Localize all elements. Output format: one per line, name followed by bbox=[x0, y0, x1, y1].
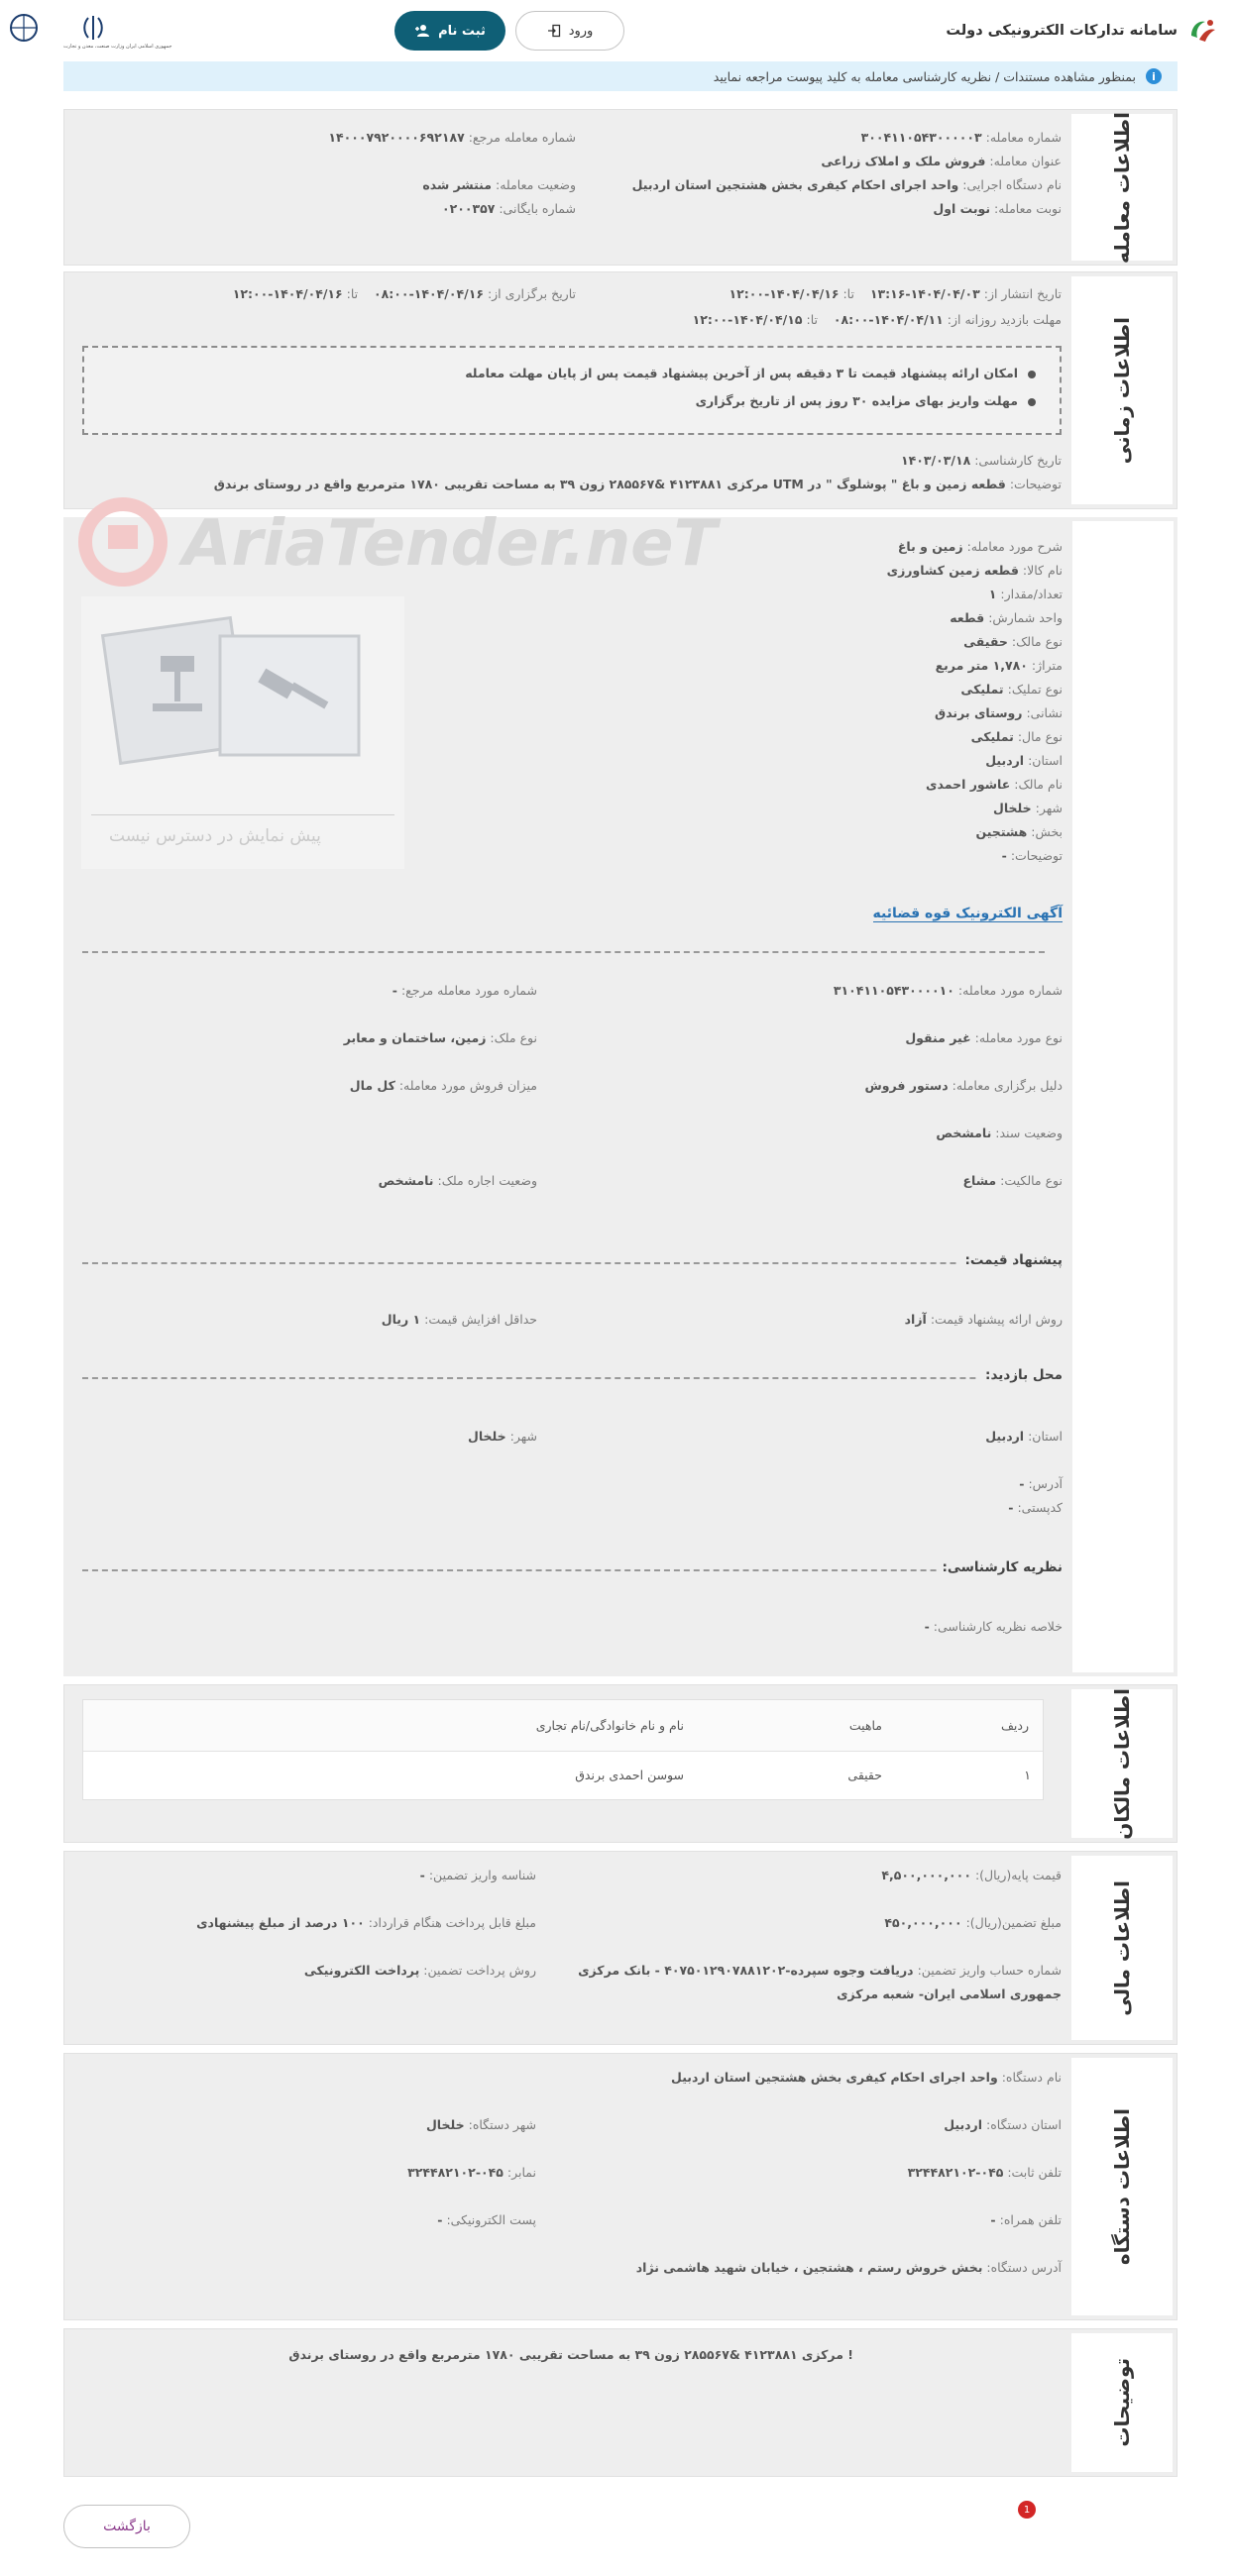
lease-label: وضعیت اجاره ملک: bbox=[437, 1173, 537, 1188]
watermark bbox=[54, 497, 718, 606]
item-field bbox=[898, 539, 1063, 554]
item-field-label: نوع مال: bbox=[1017, 729, 1063, 744]
item-field bbox=[963, 634, 1063, 649]
bullet-icon bbox=[1028, 371, 1036, 378]
min-inc: ۱ ریال bbox=[381, 1312, 421, 1327]
fax: ۰۴۵-۳۲۴۴۸۲۱۰۲ bbox=[407, 2165, 504, 2180]
agency-name: واحد اجرای احکام کیفری بخش هشتجین استان اردبیل bbox=[671, 2070, 998, 2085]
item-ref-label: شماره مورد معامله مرجع: bbox=[400, 983, 537, 998]
register-button[interactable] bbox=[394, 11, 505, 51]
item-field-value: تملیکی bbox=[970, 729, 1014, 744]
reason: دستور فروش bbox=[864, 1078, 949, 1093]
item-type: غیر منقول bbox=[905, 1030, 971, 1045]
cell: سوسن احمدی برندق bbox=[575, 1768, 684, 1782]
gov-logos bbox=[4, 10, 172, 55]
notification-badge[interactable]: 1 bbox=[1018, 2501, 1036, 2519]
ownership: مشاع bbox=[962, 1173, 997, 1188]
description-text: ! مرکزی ۴۱۲۳۸۸۱ &۲۸۵۵۶۷ زون ۳۹ به مساحت تقریبی ۱۷۸۰ مترمربع واقع در روستای برندق bbox=[288, 2347, 853, 2362]
to-label: تا: bbox=[346, 286, 359, 301]
guarantee: ۴۵۰,۰۰۰,۰۰۰ bbox=[884, 1915, 962, 1930]
login-icon bbox=[547, 24, 561, 38]
divider bbox=[82, 951, 1045, 953]
description-section bbox=[63, 2328, 1177, 2477]
note-item: مهلت واریز بهای مزایده ۳۰ روز پس از تاریخ برگزاری bbox=[695, 393, 1018, 408]
hold-from: ۱۴۰۴/۰۴/۱۶-۰۸:۰۰ bbox=[374, 286, 484, 301]
item-field-value: روستای برندق bbox=[935, 705, 1023, 720]
preview-divider bbox=[91, 814, 394, 815]
bullet-icon bbox=[1028, 398, 1036, 406]
deposit-id: - bbox=[419, 1868, 425, 1882]
finance-section bbox=[63, 1851, 1177, 2045]
agency-province: اردبیل bbox=[944, 2117, 983, 2132]
no-preview-text: پیش نمایش در دسترس نیست bbox=[109, 826, 321, 846]
item-field-label: واحد شمارش: bbox=[988, 610, 1063, 625]
subject: فروش ملک و املاک زراعی bbox=[821, 154, 986, 168]
item-type-label: نوع مورد معامله: bbox=[974, 1030, 1063, 1045]
agency-section bbox=[63, 2053, 1177, 2320]
deal-number-label: شماره معامله: bbox=[985, 130, 1062, 145]
visit-title: محل بازدید: bbox=[979, 1367, 1063, 1383]
info-alert bbox=[63, 61, 1177, 91]
gavel-image-icon bbox=[81, 596, 404, 814]
preview-placeholder bbox=[81, 596, 404, 869]
doc-status-label: وضعیت سند: bbox=[995, 1126, 1063, 1140]
item-field-label: نشانی: bbox=[1026, 705, 1063, 720]
user-plus-icon bbox=[414, 24, 430, 38]
phone-label: تلفن ثابت: bbox=[1007, 2165, 1062, 2180]
item-field bbox=[975, 824, 1063, 839]
bid-title: پیشنهاد قیمت: bbox=[958, 1252, 1063, 1268]
deposit-id-label: شناسه واریز تضمین: bbox=[428, 1868, 536, 1882]
item-no-label: شماره مورد معامله: bbox=[957, 983, 1063, 998]
item-field-value: عاشور احمدی bbox=[926, 777, 1011, 792]
note-item: امکان ارائه پیشنهاد قیمت تا ۳ دقیقه پس از آخرین پیشنهاد قیمت پس از پایان مهلت معامله bbox=[465, 366, 1018, 380]
gov-logo-caption: جمهوری اسلامی ایران وزارت صنعت، معدن و تجارت bbox=[63, 44, 172, 50]
item-field-value: - bbox=[1001, 848, 1007, 863]
reason-label: دلیل برگزاری معامله: bbox=[952, 1078, 1063, 1093]
address: - bbox=[1019, 1476, 1025, 1491]
email-label: پست الکترونیکی: bbox=[446, 2212, 536, 2227]
item-no: ۳۱۰۴۱۱۰۵۴۳۰۰۰۰۱۰ bbox=[833, 983, 954, 998]
expert-summary-label: خلاصه نظریه کارشناسی: bbox=[933, 1619, 1063, 1634]
item-field bbox=[993, 801, 1063, 815]
bid-method: آزاد bbox=[904, 1312, 927, 1327]
app-title: سامانه تدارکات الکترونیکی دولت bbox=[946, 23, 1177, 39]
archive: ۰۲۰۰۳۵۷ bbox=[441, 201, 496, 216]
section-title: اطلاعات معامله bbox=[1067, 110, 1177, 265]
guarantee-label: مبلغ تضمین(ریال): bbox=[965, 1915, 1062, 1930]
ref-number: ۱۴۰۰۰۷۹۲۰۰۰۰۶۹۲۱۸۷ bbox=[328, 130, 465, 145]
postal-label: کدپستی: bbox=[1017, 1500, 1063, 1515]
expert-date: ۱۴۰۳/۰۳/۱۸ bbox=[901, 453, 971, 468]
item-field-label: نام کالا: bbox=[1022, 563, 1063, 578]
visit-label: مهلت بازدید روزانه از: bbox=[947, 312, 1062, 327]
hold-to: ۱۴۰۴/۰۴/۱۶-۱۲:۰۰ bbox=[232, 286, 343, 301]
item-field bbox=[989, 587, 1063, 601]
deal-info-section bbox=[63, 109, 1177, 266]
divider bbox=[82, 1262, 1045, 1264]
desc: قطعه زمین و باغ " پوشلوگ " در UTM مرکزی ۴۱۲۳۸۸۱ &۲۸۵۵۶۷ زون ۳۹ به مساحت تقریبی ۱۷۸۰ مترمربع واقع در روستای برندق bbox=[213, 477, 1006, 491]
col-header: نام و نام خانوادگی/نام تجاری bbox=[535, 1718, 684, 1733]
agency-city-label: شهر دستگاه: bbox=[468, 2117, 536, 2132]
prop-type: زمین، ساختمان و معابر bbox=[343, 1030, 487, 1045]
watermark-text: AriaTender.neT bbox=[182, 507, 718, 581]
account-line2: جمهوری اسلامی ایران- شعبه مرکزی bbox=[837, 1986, 1062, 2001]
account-label: شماره حساب واریز تضمین: bbox=[917, 1963, 1062, 1978]
pay-method: پرداخت الکترونیکی bbox=[303, 1963, 420, 1978]
col-header: ماهیت bbox=[848, 1718, 882, 1733]
payable: ۱۰۰ درصد از مبلغ پیشنهادی bbox=[196, 1915, 365, 1930]
mobile: - bbox=[990, 2212, 996, 2227]
to-label: تا: bbox=[806, 312, 818, 327]
v-city: خلخال bbox=[468, 1429, 506, 1444]
turn: نوبت اول bbox=[933, 201, 991, 216]
table-header bbox=[83, 1700, 1043, 1752]
info-icon: i bbox=[1146, 68, 1162, 84]
agency-city: خلخال bbox=[425, 2117, 465, 2132]
item-field bbox=[936, 658, 1063, 673]
agency-address: بخش خروش رستم ، هشتجین ، خیابان شهید هاشمی نژاد bbox=[635, 2260, 983, 2275]
agency-name-label: نام دستگاه: bbox=[1001, 2070, 1062, 2085]
owners-section bbox=[63, 1684, 1177, 1843]
item-field-value: قطعه bbox=[950, 610, 985, 625]
item-field-label: استان: bbox=[1028, 753, 1063, 768]
item-field-value: خلخال bbox=[993, 801, 1032, 815]
divider bbox=[82, 1377, 1045, 1379]
min-inc-label: حداقل افزایش قیمت: bbox=[424, 1312, 537, 1327]
ownership-label: نوع مالکیت: bbox=[1000, 1173, 1063, 1188]
publish-to: ۱۴۰۴/۰۴/۱۶-۱۲:۰۰ bbox=[729, 286, 840, 301]
item-field-label: نام مالک: bbox=[1014, 777, 1063, 792]
item-ref: - bbox=[392, 983, 397, 998]
v-province: اردبیل bbox=[985, 1429, 1025, 1444]
back-button[interactable]: بازگشت bbox=[63, 2505, 190, 2548]
time-info-section bbox=[63, 271, 1177, 509]
doc-status: نامشخص bbox=[936, 1126, 992, 1140]
item-field-label: تعداد/مقدار: bbox=[1000, 587, 1063, 601]
address-label: آدرس: bbox=[1028, 1476, 1063, 1491]
v-city-label: شهر: bbox=[509, 1429, 537, 1444]
item-field-value: زمین و باغ bbox=[897, 539, 963, 554]
base-price-label: قیمت پایه(ریال): bbox=[974, 1868, 1062, 1882]
email: - bbox=[437, 2212, 443, 2227]
item-field-value: ۱,۷۸۰ متر مربع bbox=[935, 658, 1028, 673]
desc-label: توضیحات: bbox=[1009, 477, 1062, 491]
bid-method-label: روش ارائه پیشنهاد قیمت: bbox=[930, 1312, 1063, 1327]
hold-label: تاریخ برگزاری از: bbox=[487, 286, 576, 301]
subject-label: عنوان معامله: bbox=[989, 154, 1062, 168]
cell: حقیقی bbox=[847, 1768, 882, 1782]
item-field-label: شهر: bbox=[1035, 801, 1063, 815]
item-field-label: نوع مالک: bbox=[1011, 634, 1063, 649]
deal-number: ۳۰۰۴۱۱۰۵۴۳۰۰۰۰۰۳ bbox=[860, 130, 982, 145]
item-field-value: اردبیل bbox=[985, 753, 1025, 768]
turn-label: نوبت معامله: bbox=[994, 201, 1062, 216]
executor: واحد اجرای احکام کیفری بخش هشتجین استان اردبیل bbox=[631, 177, 959, 192]
item-field bbox=[887, 563, 1063, 578]
item-field bbox=[971, 729, 1063, 744]
section-title: اطلاعات مالکان bbox=[1067, 1685, 1177, 1842]
account-line1: دریافت وجوه سپرده-۴۰۷۵۰۱۲۹۰۷۸۸۱۲۰۲ - بانک مرکزی bbox=[578, 1963, 914, 1978]
v-province-label: استان: bbox=[1028, 1429, 1063, 1444]
item-field bbox=[935, 705, 1063, 720]
court-notice-link[interactable]: آگهی الکترونیک قوه قضائیه bbox=[872, 906, 1063, 921]
fax-label: نمابر: bbox=[506, 2165, 536, 2180]
item-field-label: نوع تملیک: bbox=[1007, 682, 1063, 697]
item-field-value: قطعه زمین کشاورزی bbox=[886, 563, 1019, 578]
visit-to: ۱۴۰۴/۰۴/۱۵-۱۲:۰۰ bbox=[692, 312, 803, 327]
sale-amount: کل مال bbox=[349, 1078, 395, 1093]
visit-from: ۱۴۰۴/۰۴/۱۱-۰۸:۰۰ bbox=[833, 312, 944, 327]
executor-label: نام دستگاه اجرایی: bbox=[962, 177, 1062, 192]
item-field bbox=[960, 682, 1063, 697]
agency-province-label: استان دستگاه: bbox=[986, 2117, 1062, 2132]
item-field-value: ۱ bbox=[988, 587, 997, 601]
expert-date-label: تاریخ کارشناسی: bbox=[974, 453, 1062, 468]
item-field-label: متراژ: bbox=[1031, 658, 1063, 673]
section-title: اطلاعات زمانی bbox=[1067, 272, 1177, 508]
item-field-label: شرح مورد معامله: bbox=[966, 539, 1063, 554]
item-field bbox=[1002, 848, 1063, 863]
pay-method-label: روش پرداخت تضمین: bbox=[423, 1963, 536, 1978]
base-price: ۴,۵۰۰,۰۰۰,۰۰۰ bbox=[881, 1868, 971, 1882]
expert-title: نظریه کارشناسی: bbox=[937, 1559, 1063, 1575]
archive-label: شماره بایگانی: bbox=[499, 201, 576, 216]
ref-number-label: شماره معامله مرجع: bbox=[468, 130, 576, 145]
expert-summary: - bbox=[924, 1619, 930, 1634]
item-field-label: بخش: bbox=[1031, 824, 1063, 839]
item-field bbox=[985, 753, 1063, 768]
sale-amount-label: میزان فروش مورد معامله: bbox=[398, 1078, 537, 1093]
top-header bbox=[0, 0, 1233, 61]
section-title: توضیحات bbox=[1067, 2329, 1177, 2476]
item-field bbox=[926, 777, 1063, 792]
login-label: ورود bbox=[568, 23, 594, 39]
cell: ۱ bbox=[1024, 1768, 1031, 1782]
divider bbox=[82, 1569, 1045, 1571]
brand[interactable] bbox=[946, 14, 1219, 48]
alert-text: بمنظور مشاهده مستندات / نظریه کارشناسی معامله به کلید پیوست مراجعه نمایید bbox=[713, 68, 1136, 84]
setad-logo-icon bbox=[1185, 14, 1219, 48]
publish-label: تاریخ انتشار از: bbox=[983, 286, 1062, 301]
item-field bbox=[950, 610, 1063, 625]
status: منتشر شده bbox=[422, 177, 493, 192]
phone: ۰۴۵-۳۲۴۴۸۲۱۰۲ bbox=[907, 2165, 1004, 2180]
col-header: ردیف bbox=[1000, 1718, 1029, 1733]
item-field-value: تملیکی bbox=[960, 682, 1004, 697]
table-row bbox=[83, 1752, 1043, 1799]
payable-label: مبلغ قابل پرداخت هنگام قرارداد: bbox=[368, 1915, 536, 1930]
register-label: ثبت نام bbox=[438, 23, 486, 39]
mobile-label: تلفن همراه: bbox=[999, 2212, 1062, 2227]
lease: نامشخص bbox=[378, 1173, 434, 1188]
login-button[interactable] bbox=[515, 11, 624, 51]
publish-from: ۱۴۰۴/۰۴/۰۳-۱۳:۱۶ bbox=[869, 286, 980, 301]
notes-box bbox=[82, 346, 1062, 435]
item-field-value: حقیقی bbox=[963, 634, 1008, 649]
section-title: اطلاعات دستگاه bbox=[1067, 2054, 1177, 2319]
status-label: وضعیت معامله: bbox=[496, 177, 576, 192]
owners-table bbox=[82, 1699, 1044, 1800]
agency-address-label: آدرس دستگاه: bbox=[986, 2260, 1062, 2275]
to-label: تا: bbox=[842, 286, 854, 301]
postal: - bbox=[1008, 1500, 1014, 1515]
item-field-value: هشتجین bbox=[975, 824, 1028, 839]
item-section bbox=[63, 507, 1177, 1676]
item-field-label: توضیحات: bbox=[1010, 848, 1063, 863]
section-title-empty bbox=[1068, 517, 1177, 1676]
section-title: اطلاعات مالی bbox=[1067, 1852, 1177, 2044]
prop-type-label: نوع ملک: bbox=[490, 1030, 537, 1045]
